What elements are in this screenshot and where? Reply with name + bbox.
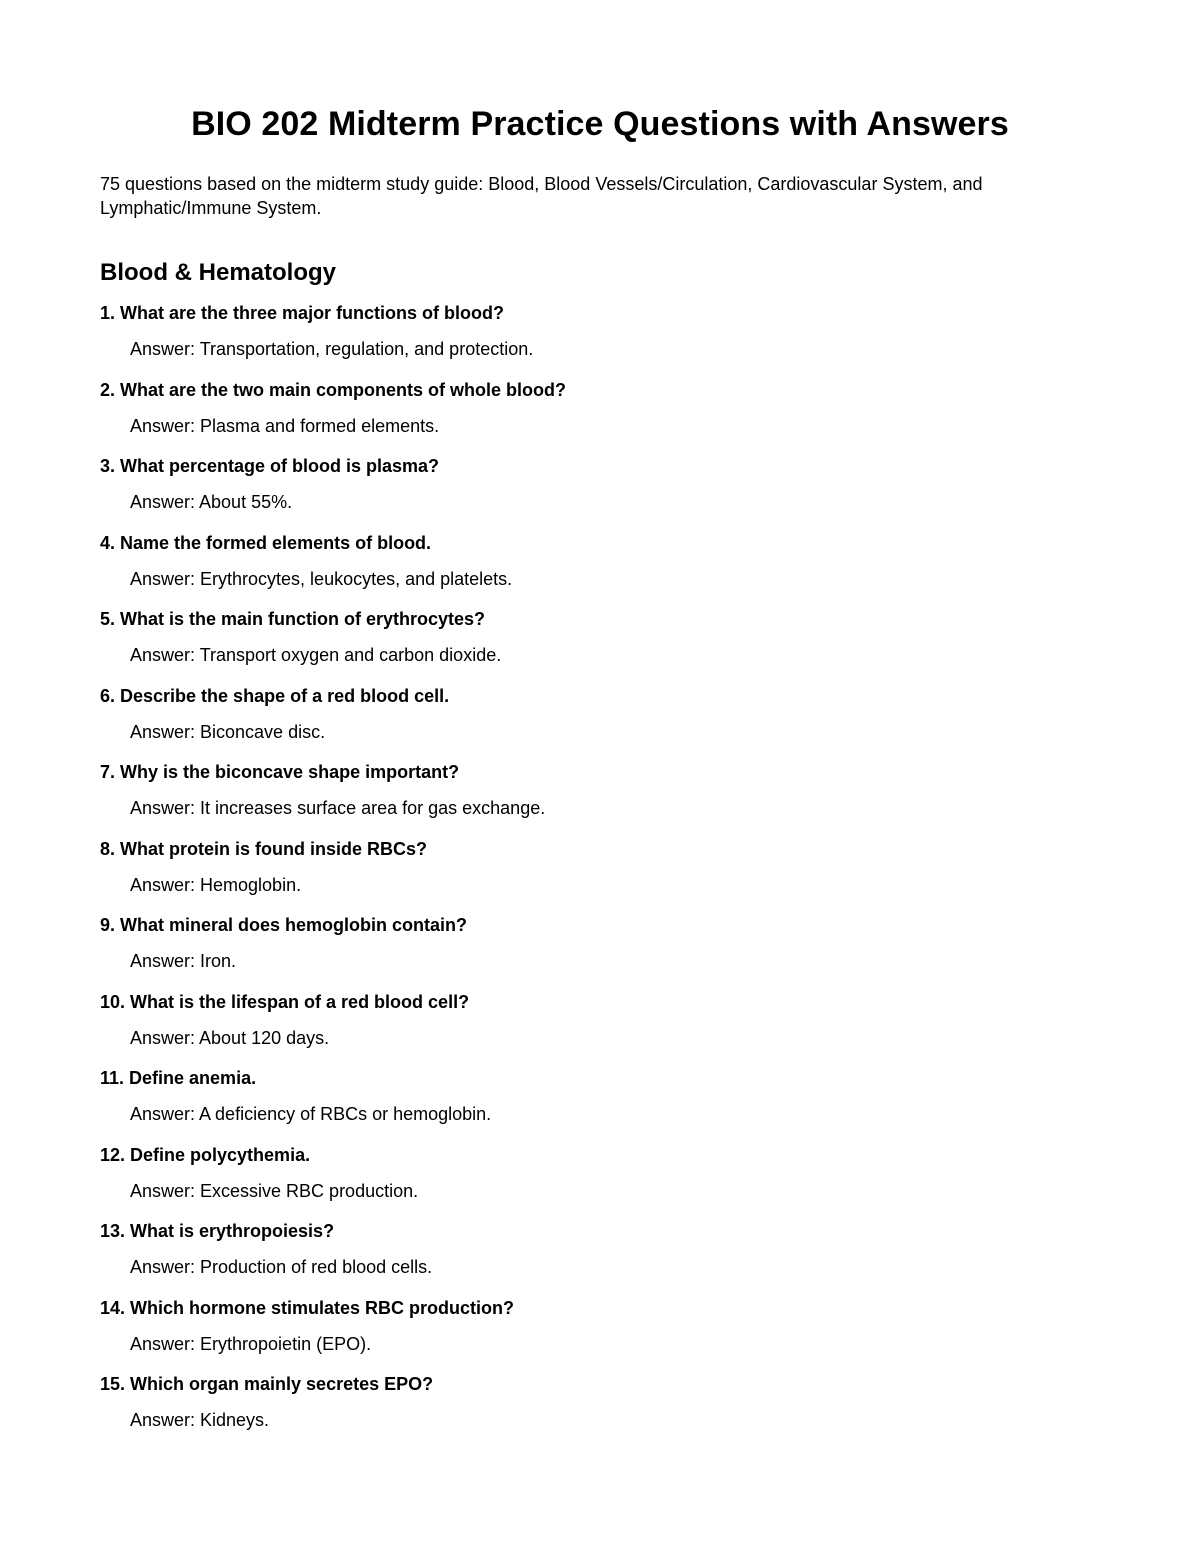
answer-text: Answer: A deficiency of RBCs or hemoglobin. (130, 1104, 492, 1124)
answer-text: Answer: Production of red blood cells. (130, 1257, 433, 1277)
question-text: 14. Which hormone stimulates RBC production? (100, 1297, 515, 1318)
answer-text: Answer: Transport oxygen and carbon dioxide. (130, 645, 502, 665)
answer-text: Answer: About 120 days. (130, 1027, 330, 1048)
answer-text: Answer: Erythrocytes, leukocytes, and platelets. (130, 568, 513, 589)
question-text: 9. What mineral does hemoglobin contain? (100, 915, 468, 935)
question-text: 10. What is the lifespan of a red blood cell? (100, 991, 470, 1012)
question-item (100, 453, 1100, 530)
question-text: 1. What are the three major functions of blood? (100, 303, 505, 323)
answer-text: Answer: Erythropoietin (EPO). (130, 1333, 372, 1354)
answer-text: Answer: It increases surface area for gas exchange. (130, 798, 546, 818)
question-text: 3. What percentage of blood is plasma? (100, 456, 440, 476)
question-item (100, 683, 1100, 760)
answer-text: Answer: Hemoglobin. (130, 874, 302, 895)
question-item (100, 377, 1100, 454)
question-text: 4. Name the formed elements of blood. (100, 532, 432, 553)
section-heading: Blood & Hematology (100, 259, 337, 286)
question-item (100, 1065, 1100, 1142)
answer-text: Answer: Iron. (130, 951, 237, 971)
question-item (100, 836, 1100, 913)
question-text: 15. Which organ mainly secretes EPO? (100, 1374, 434, 1394)
answer-text: Answer: Kidneys. (130, 1410, 270, 1430)
question-item (100, 1295, 1100, 1372)
question-item (100, 1218, 1100, 1295)
answer-text: Answer: Plasma and formed elements. (130, 415, 440, 436)
question-text: 11. Define anemia. (100, 1068, 257, 1088)
question-text: 12. Define polycythemia. (100, 1144, 311, 1165)
question-item (100, 989, 1100, 1066)
question-item (100, 530, 1100, 607)
document-title: BIO 202 Midterm Practice Questions with Answers (191, 105, 1009, 143)
question-item (100, 912, 1100, 989)
answer-text: Answer: Transportation, regulation, and protection. (130, 339, 534, 359)
answer-text: Answer: About 55%. (130, 492, 293, 512)
question-text: 13. What is erythropoiesis? (100, 1221, 335, 1241)
question-item (100, 759, 1100, 836)
question-text: 6. Describe the shape of a red blood cell. (100, 685, 450, 706)
question-text: 2. What are the two main components of whole blood? (100, 379, 567, 400)
question-item (100, 1371, 1100, 1448)
question-item (100, 606, 1100, 683)
question-text: 8. What protein is found inside RBCs? (100, 838, 428, 859)
question-text: 7. Why is the biconcave shape important? (100, 762, 460, 782)
answer-text: Answer: Biconcave disc. (130, 721, 326, 742)
question-item (100, 300, 1100, 377)
document-intro: 75 questions based on the midterm study guide: Blood, Blood Vessels/Circulation, Cardiovascular System, and Lymphatic/Immune System. (100, 174, 983, 218)
question-item (100, 1142, 1100, 1219)
answer-text: Answer: Excessive RBC production. (130, 1180, 419, 1201)
question-text: 5. What is the main function of erythrocytes? (100, 609, 486, 629)
question-list (100, 300, 1100, 1448)
